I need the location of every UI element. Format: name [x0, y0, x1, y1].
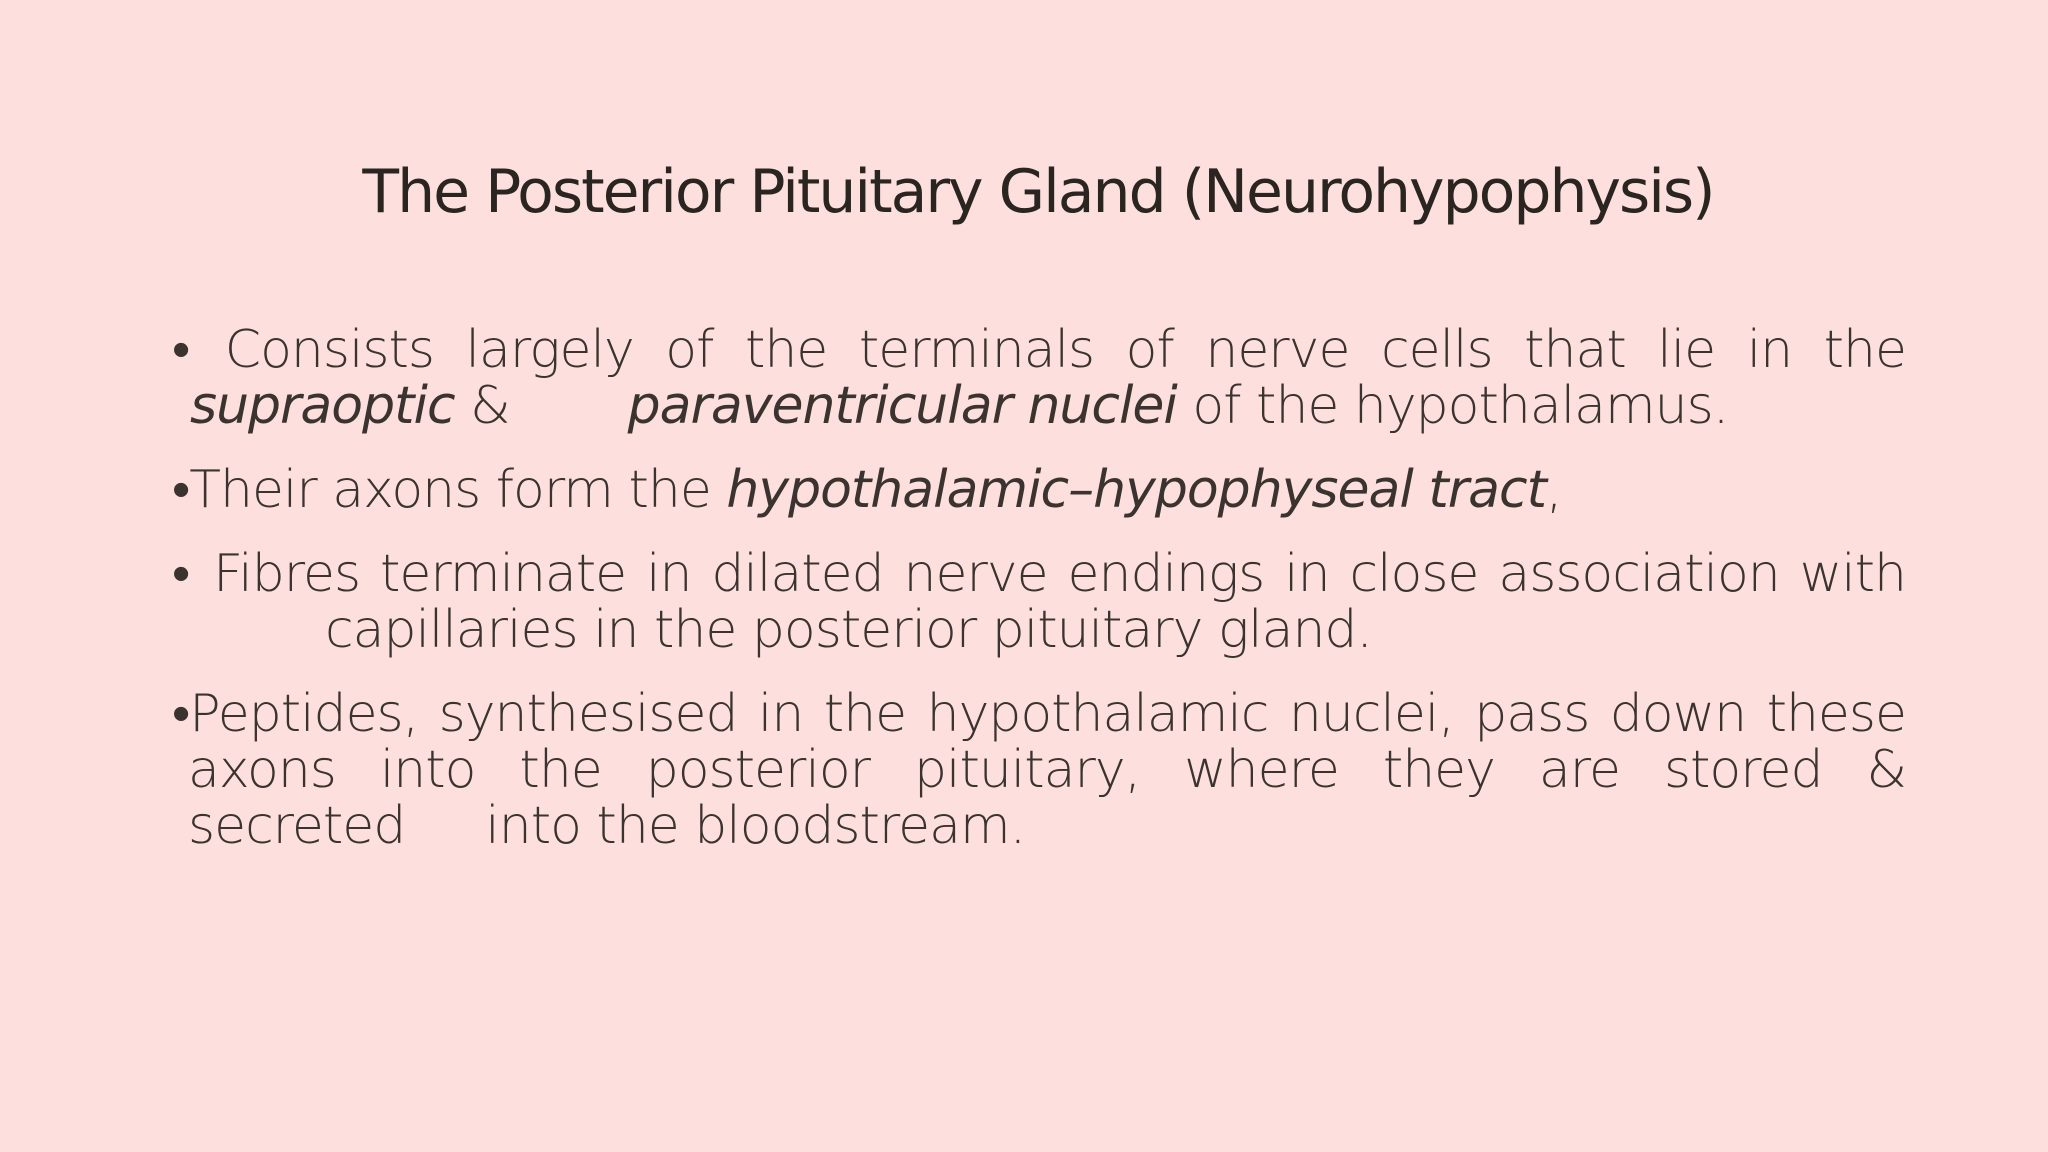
bullet-line: [172, 546, 1906, 602]
bullet-item: [172, 322, 1906, 434]
bullet-marker: •: [172, 544, 190, 604]
slide-title: The Posterior Pituitary Gland (Neurohypophysis): [362, 157, 1714, 227]
bullet-line: capillaries in the posterior pituitary gland.: [325, 600, 1372, 660]
bullet-text: of the hypothalamus.: [1192, 376, 1729, 436]
bullet-line: [172, 686, 1906, 742]
bullet-text: secreted: [188, 796, 406, 856]
bullet-text: Peptides, synthesised in the hypothalamic nuclei, pass down these: [189, 684, 1906, 744]
bullet-line: [172, 322, 1906, 378]
bullet-line: [172, 378, 1906, 434]
bullet-text: Consists largely of the terminals of nerve cells that lie in the: [224, 320, 1906, 380]
bullet-text: into the bloodstream.: [485, 796, 1026, 856]
bullet-item: [172, 546, 1906, 658]
term-italic: supraoptic: [190, 376, 455, 436]
bullet-marker: •: [172, 320, 190, 380]
term-italic: hypothalamic–hypophyseal tract: [726, 460, 1546, 520]
bullet-marker: •: [172, 684, 190, 744]
bullet-line: [172, 462, 1906, 518]
bullet-marker: •: [172, 460, 190, 520]
bullet-list: [172, 322, 1906, 882]
bullet-text: ,: [1545, 460, 1562, 520]
bullet-text: Their axons form the: [189, 460, 711, 520]
bullet-item: [172, 686, 1906, 854]
bullet-text: Fibres terminate in dilated nerve endings in close association with: [213, 544, 1906, 604]
bullet-item: [172, 462, 1906, 518]
term-italic: paraventricular nuclei: [627, 376, 1177, 436]
bullet-text: &: [470, 376, 510, 436]
bullet-line: [172, 798, 1906, 854]
bullet-line: axons into the posterior pituitary, where they are stored &: [188, 740, 1906, 800]
